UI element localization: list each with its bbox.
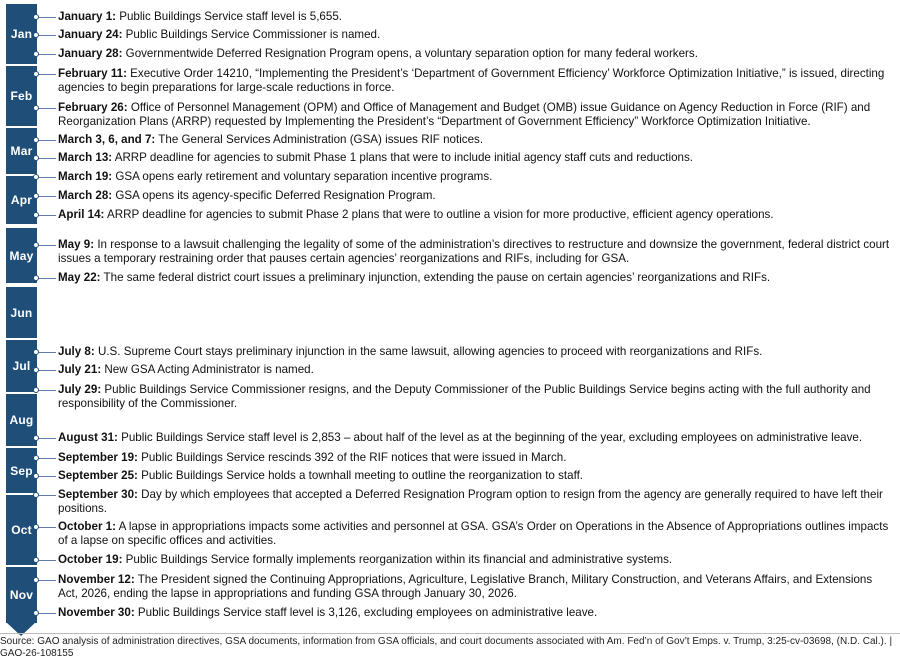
- event-description: Public Buildings Service formally implements reorganization within its financial and administrative systems.: [122, 553, 673, 566]
- leader-line: [39, 352, 56, 353]
- leader-line: [39, 560, 56, 561]
- leader-line: [39, 17, 56, 18]
- event-date: July 29:: [58, 383, 102, 396]
- event-description: Day by which employees that accepted a Deferred Resignation Program option to resign from the agency are generally required to have left their positions.: [58, 488, 883, 515]
- month-apr: [6, 176, 37, 224]
- event-description: Public Buildings Service holds a townhall meeting to outline the reorganization to staff.: [137, 469, 584, 482]
- leader-line: [39, 177, 56, 178]
- event-text: [58, 208, 893, 222]
- event-date: July 8:: [58, 345, 95, 358]
- event-description: New GSA Acting Administrator is named.: [101, 363, 314, 376]
- leader-line: [39, 495, 56, 496]
- event-date: October 19:: [58, 553, 123, 566]
- event-text: [58, 67, 893, 95]
- event-date: April 14:: [58, 208, 105, 221]
- leader-line: [39, 580, 56, 581]
- month-label: Apr: [10, 193, 33, 207]
- event-text: [58, 451, 893, 465]
- month-mar: [6, 128, 37, 174]
- event-text: [58, 431, 893, 445]
- event-description: Public Buildings Service staff level is 3,126, excluding employees on administrative leave.: [134, 606, 598, 619]
- event-date: March 13:: [58, 151, 113, 164]
- event-date: February 11:: [58, 67, 127, 80]
- leader-line: [39, 215, 56, 216]
- event-text: [58, 101, 893, 129]
- month-label: May: [9, 248, 34, 263]
- event-date: November 30:: [58, 606, 135, 619]
- event-description: In response to a lawsuit challenging the legality of some of the administration’s directives to restructure and downsize the government, federal district court issues a temporary restraining order that pauses certain agencies’ reorganizations and RIFs, including for GSA.: [58, 238, 890, 265]
- month-label: Nov: [9, 588, 34, 602]
- leader-line: [39, 458, 56, 459]
- leader-line: [39, 35, 56, 36]
- month-oct: [6, 495, 37, 565]
- month-nov: [6, 567, 37, 623]
- leader-line: [39, 613, 56, 614]
- event-description: Public Buildings Service rescinds 392 of the RIF notices that were issued in March.: [137, 451, 567, 464]
- event-description: Public Buildings Service staff level is 5,655.: [116, 10, 342, 23]
- source-note: Source: GAO analysis of administration directives, GSA documents, information from GSA officials, and court documents associated with Am. Fed’n of Gov’t Emps. v. Trump, 3:25-cv-03698, (N.D. Cal.). | GAO-26-108155: [0, 636, 893, 659]
- event-description: The same federal district court issues a preliminary injunction, extending the pause on certain agencies’ reorganizations and RIFs.: [100, 271, 771, 284]
- event-text: [58, 28, 893, 42]
- event-text: [58, 151, 893, 165]
- event-text: [58, 488, 893, 516]
- month-label: Oct: [11, 523, 32, 537]
- leader-line: [39, 527, 56, 528]
- month-label: Mar: [10, 144, 33, 158]
- event-date: August 31:: [58, 431, 118, 444]
- month-label: Jun: [10, 305, 33, 320]
- event-date: September 25:: [58, 469, 138, 482]
- event-date: January 1:: [58, 10, 116, 23]
- leader-line: [39, 158, 56, 159]
- leader-line: [39, 278, 56, 279]
- event-description: Executive Order 14210, “Implementing the President’s ‘Department of Government Efficiency’ Workforce Optimization Initiative,” is issued, directing agencies to begin preparations for large-scale reductions in force.: [58, 67, 885, 94]
- leader-line: [39, 476, 56, 477]
- event-text: [58, 238, 893, 266]
- event-description: U.S. Supreme Court stays preliminary injunction in the same lawsuit, allowing agencies to proceed with reorganizations and RIFs.: [94, 345, 763, 358]
- event-description: GSA opens early retirement and voluntary separation incentive programs.: [112, 170, 493, 183]
- event-description: Governmentwide Deferred Resignation Program opens, a voluntary separation option for many federal workers.: [122, 47, 698, 60]
- event-text: [58, 553, 893, 567]
- event-description: Public Buildings Service staff level is 2,853 – about half of the level as at the beginning of the year, excluding employees on administrative leave.: [117, 431, 863, 444]
- month-label: Sep: [10, 463, 33, 478]
- event-text: [58, 133, 893, 147]
- event-date: July 21:: [58, 363, 102, 376]
- event-date: October 1:: [58, 520, 116, 533]
- event-date: March 3, 6, and 7:: [58, 133, 156, 146]
- month-may: [6, 228, 37, 283]
- event-text: [58, 363, 893, 377]
- event-description: Public Buildings Service Commissioner resigns, and the Deputy Commissioner of the Public Buildings Service begins acting with the full authority and responsibility of the Commissioner.: [58, 383, 871, 410]
- event-date: May 22:: [58, 271, 101, 284]
- leader-line: [39, 140, 56, 141]
- event-text: [58, 573, 893, 601]
- event-date: February 26:: [58, 101, 128, 114]
- event-text: [58, 606, 893, 620]
- event-description: The President signed the Continuing Appropriations, Agriculture, Legislative Branch, Military Construction, and Veterans Affairs, and Extensions Act, 2026, ending the lapse in appropriations and funding GSA through January 30, 2026.: [58, 573, 873, 600]
- event-text: [58, 189, 893, 203]
- event-text: [58, 383, 893, 411]
- event-text: [58, 469, 893, 483]
- leader-line: [39, 196, 56, 197]
- event-date: March 28:: [58, 189, 113, 202]
- event-text: [58, 271, 893, 285]
- source-divider: [0, 633, 900, 634]
- leader-line: [39, 370, 56, 371]
- event-description: Public Buildings Service Commissioner is named.: [122, 28, 381, 41]
- event-description: A lapse in appropriations impacts some activities and personnel at GSA. GSA’s Order on Operations in the Absence of Appropriations outlines impacts of a lapse on specific offices and activities.: [58, 520, 889, 547]
- event-text: [58, 170, 893, 184]
- event-description: The General Services Administration (GSA) issues RIF notices.: [155, 133, 484, 146]
- leader-line: [39, 108, 56, 109]
- event-date: September 30:: [58, 488, 138, 501]
- leader-line: [39, 438, 56, 439]
- event-text: [58, 10, 893, 24]
- event-description: ARRP deadline for agencies to submit Phase 2 plans that were to outline a vision for more productive, efficient agency operations.: [104, 208, 774, 221]
- event-date: January 28:: [58, 47, 123, 60]
- event-date: November 12:: [58, 573, 135, 586]
- month-sep: [6, 448, 37, 493]
- event-text: [58, 345, 893, 359]
- event-description: ARRP deadline for agencies to submit Phase 1 plans that were to include initial agency staff cuts and reductions.: [112, 151, 694, 164]
- event-description: GSA opens its agency-specific Deferred Resignation Program.: [112, 189, 436, 202]
- month-label: Aug: [9, 413, 34, 427]
- event-date: March 19:: [58, 170, 113, 183]
- event-text: [58, 520, 893, 548]
- month-label: Jan: [10, 27, 33, 41]
- leader-line: [39, 54, 56, 55]
- event-text: [58, 47, 893, 61]
- month-jul: [6, 340, 37, 392]
- leader-line: [39, 74, 56, 75]
- event-date: September 19:: [58, 451, 138, 464]
- month-label: Feb: [10, 89, 33, 103]
- event-date: May 9:: [58, 238, 95, 251]
- leader-line: [39, 390, 56, 391]
- event-description: Office of Personnel Management (OPM) and Office of Management and Budget (OMB) issue Guidance on Agency Reduction in Force (RIF) and Reorganization Plans (ARRP) requested by Implementing the President’s “Department of Government Efficiency” Workforce Optimization Initiative.: [58, 101, 871, 128]
- month-label: Jul: [12, 359, 31, 373]
- event-date: January 24:: [58, 28, 123, 41]
- month-jun: [6, 287, 37, 338]
- leader-line: [39, 245, 56, 246]
